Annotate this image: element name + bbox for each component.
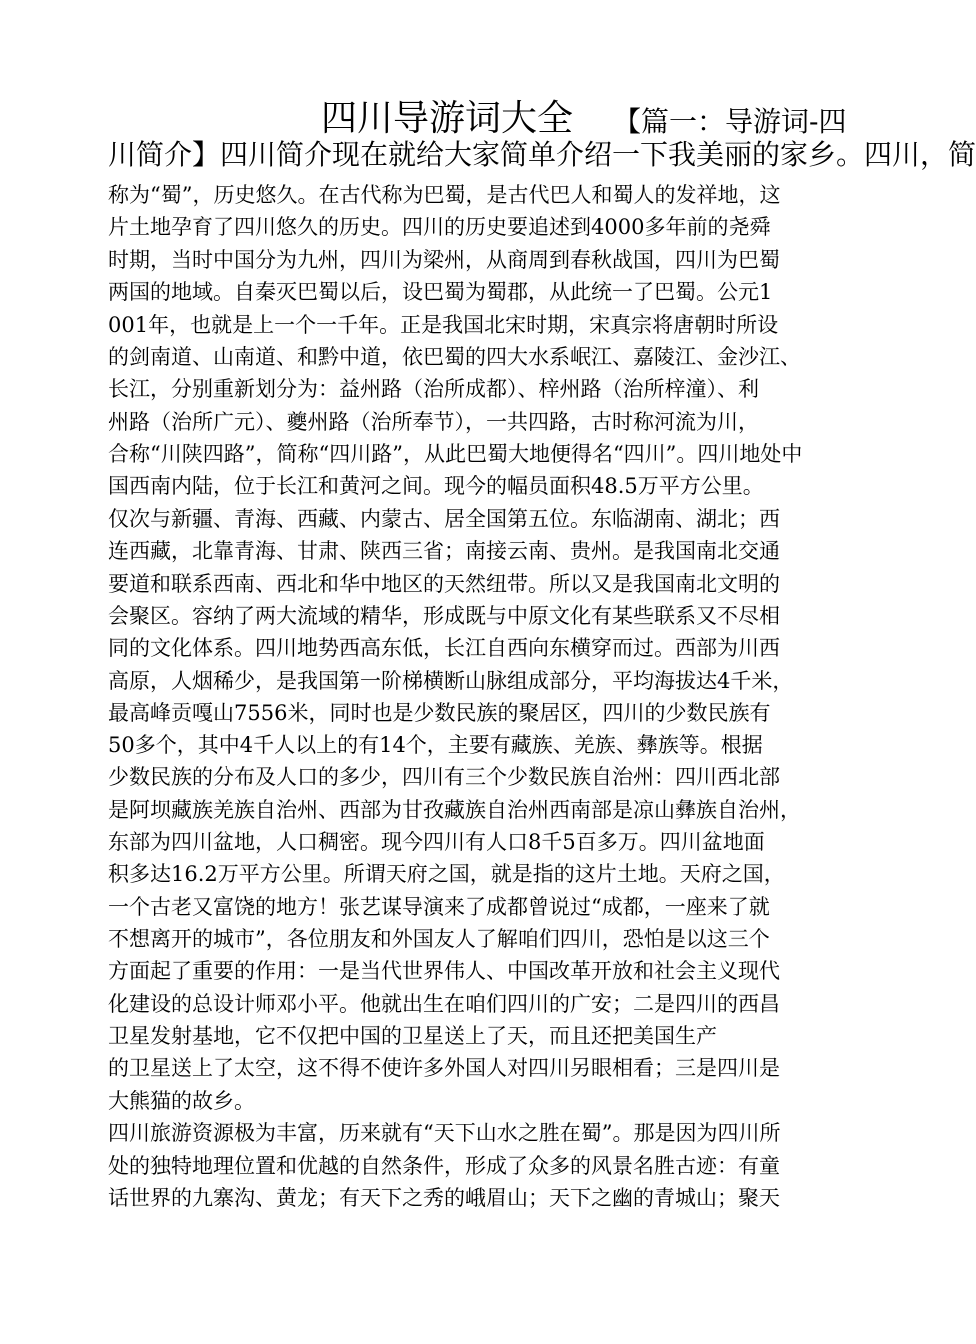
text-line: 两国的地域。自秦灭巴蜀以后，设巴蜀为蜀郡，从此统一了巴蜀。公元1 (108, 280, 773, 304)
text-line: 仅次与新疆、青海、西藏、内蒙古、居全国第五位。东临湖南、湖北；西 (108, 507, 780, 531)
text-line: 四川旅游资源极为丰富，历来就有“天下山水之胜在蜀”。那是因为四川所 (108, 1121, 781, 1145)
text-line: 少数民族的分布及人口的多少，四川有三个少数民族自治州：四川西北部 (108, 765, 780, 789)
text-line: 处的独特地理位置和优越的自然条件，形成了众多的风景名胜古迹：有童 (108, 1154, 780, 1178)
text-line: 50多个，其中4千人以上的有14个，主要有藏族、羌族、彝族等。根据 (108, 733, 763, 757)
text-line: 时期，当时中国分为九州，四川为梁州，从商周到春秋战国，四川为巴蜀 (108, 248, 780, 272)
text-line: 长江，分别重新划分为：益州路（治所成都）、梓州路（治所梓潼）、利 (108, 377, 759, 401)
text-line: 话世界的九寨沟、黄龙；有天下之秀的峨眉山；天下之幽的青城山；聚天 (108, 1186, 780, 1210)
text-line: 国西南内陆，位于长江和黄河之间。现今的幅员面积48.5万平方公里。 (108, 474, 764, 498)
text-line: 一个古老又富饶的地方！张艺谋导演来了成都曾说过“成都，一座来了就 (108, 895, 770, 919)
text-line: 川简介】四川简介现在就给大家简单介绍一下我美丽的家乡。四川，简 (108, 138, 976, 171)
title-main: 四川导游词大全 (321, 98, 574, 139)
text-line: 方面起了重要的作用：一是当代世界伟人、中国改革开放和社会主义现代 (108, 959, 780, 983)
text-line: 片土地孕育了四川悠久的历史。四川的历史要追述到4000多年前的尧舜 (108, 215, 771, 239)
text-line: 是阿坝藏族羌族自治州、西部为甘孜藏族自治州西南部是凉山彝族自治州， (108, 798, 801, 822)
text-line: 合称“川陕四路”，简称“四川路”，从此巴蜀大地便得名“四川”。四川地处中 (108, 442, 803, 466)
text-line: 会聚区。容纳了两大流域的精华，形成既与中原文化有某些联系又不尽相 (108, 604, 780, 628)
document-title (108, 96, 868, 142)
text-line: 大熊猫的故乡。 (108, 1089, 255, 1113)
text-line: 001年，也就是上一个一千年。正是我国北宋时期，宋真宗将唐朝时所设 (108, 313, 779, 337)
text-line: 连西藏，北靠青海、甘肃、陕西三省；南接云南、贵州。是我国南北交通 (108, 539, 780, 563)
text-line: 最高峰贡嘎山7556米，同时也是少数民族的聚居区，四川的少数民族有 (108, 701, 771, 725)
text-line: 东部为四川盆地，人口稠密。现今四川有人口8千5百多万。四川盆地面 (108, 830, 765, 854)
text-line: 称为“蜀”，历史悠久。在古代称为巴蜀，是古代巴人和蜀人的发祥地，这 (108, 183, 781, 207)
text-line: 卫星发射基地，它不仅把中国的卫星送上了天，而且还把美国生产 (108, 1024, 717, 1048)
text-line: 不想离开的城市”，各位朋友和外国友人了解咱们四川，恐怕是以这三个 (108, 927, 770, 951)
text-line: 州路（治所广元）、夔州路（治所奉节），一共四路，古时称河流为川， (108, 410, 759, 434)
text-line: 同的文化体系。四川地势西高东低，长江自西向东横穿而过。西部为川西 (108, 636, 780, 660)
text-line: 高原，人烟稀少，是我国第一阶梯横断山脉组成部分，平均海拔达4千米， (108, 669, 794, 693)
text-line: 的卫星送上了太空，这不得不使许多外国人对四川另眼相看；三是四川是 (108, 1056, 780, 1080)
text-line: 要道和联系西南、西北和华中地区的天然纽带。所以又是我国南北文明的 (108, 572, 780, 596)
text-line: 积多达16.2万平方公里。所谓天府之国，就是指的这片土地。天府之国， (108, 862, 785, 886)
title-subheading: 【篇一：导游词-四 (613, 105, 847, 138)
text-line: 化建设的总设计师邓小平。他就出生在咱们四川的广安；二是四川的西昌 (108, 992, 780, 1016)
text-line: 的剑南道、山南道、和黔中道，依巴蜀的四大水系岷江、嘉陵江、金沙江、 (108, 345, 801, 369)
